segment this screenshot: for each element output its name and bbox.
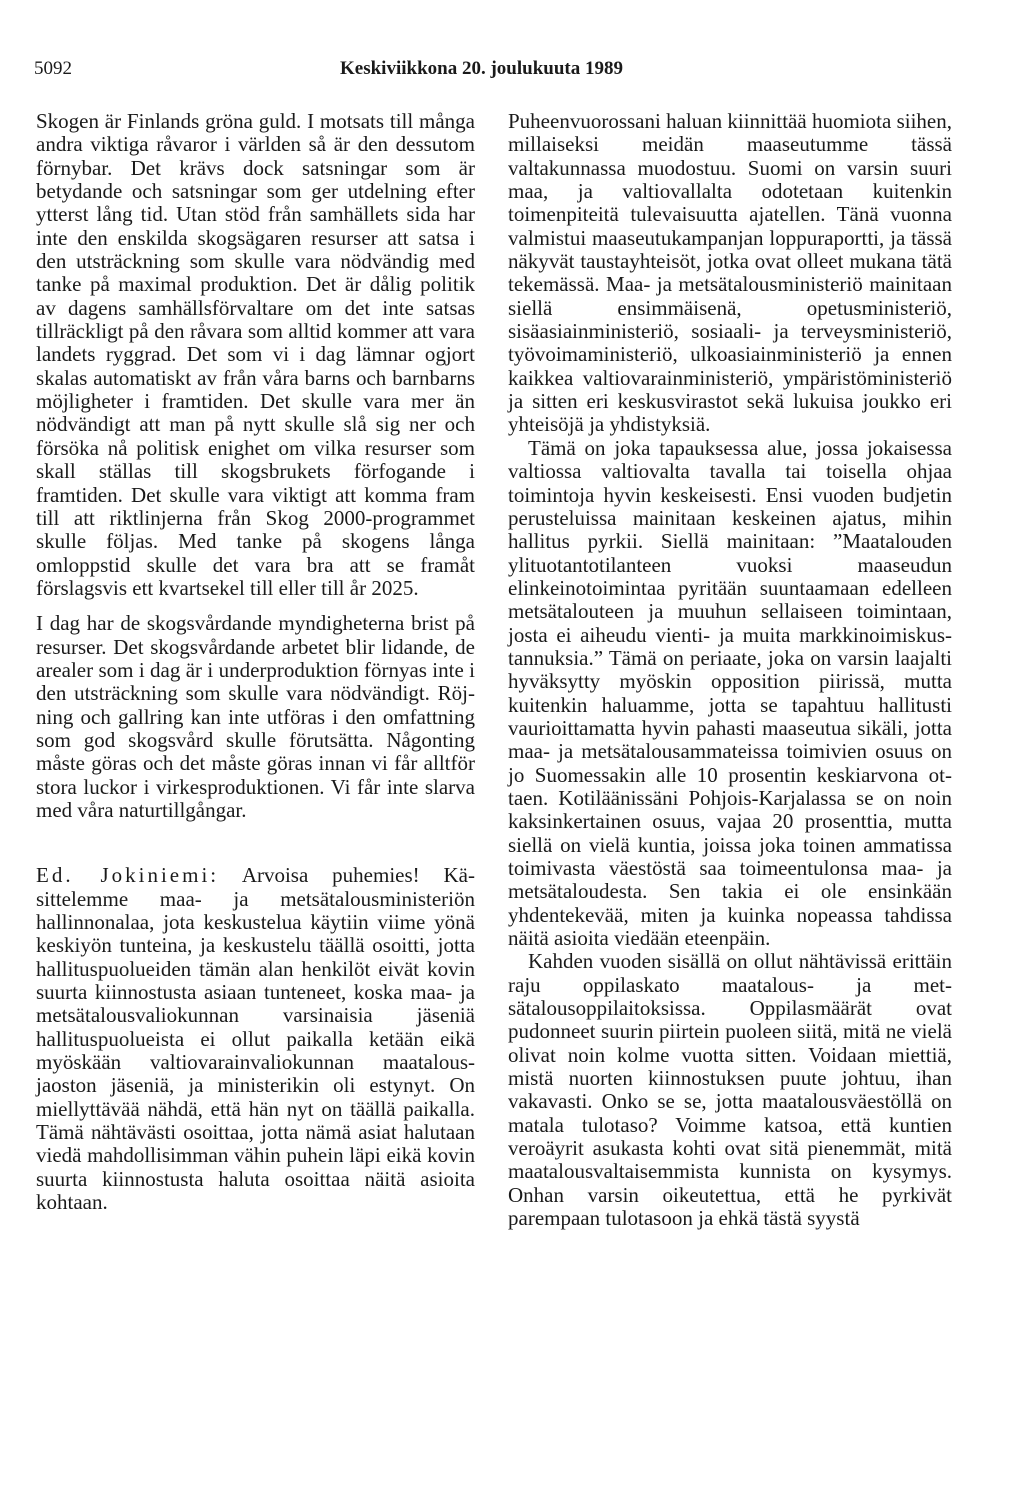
paragraph-forest-authorities: I dag har de skogsvårdande myndigheterna brist på resurser. Det skogsvårdande arbetet blir lidande, de arealer som i dag är i underproduktion förnyas inte i den utsträckning som skulle vara nödvändigt. Röjning och gallring kan inte utföras i den omfattning som god skogsvård skulle förutsätta. Någonting måste göras och det måste göras innan vi får alltför stora luckor i virkesproduktionen. Vi får inte slarva med våra naturtillgångar. (36, 611, 475, 822)
header-date: Keskiviikkona 20. joulukuuta 1989 (340, 58, 623, 79)
speaker-label: Ed. Jokiniemi: (36, 863, 220, 888)
page-number: 5092 (34, 58, 72, 79)
paragraph-budget: Tämä on joka tapauksessa alue, jossa jokaisessa valtiossa valtiovalta tavalla tai toisella ohjaa toimintoja hyvin keskeisesti. Ensi vuoden budjetin perusteluissa mainitaan keskeinen ajatus, mihin hallitus pyrkii. Siellä mainitaan: ”Maatalouden ylituotantotilanteen vuoksi maaseudun elinkeinotoimintaa pyritään suuntaamaan edelleen metsätalouteen ja muuhun sellaiseen toimintaan, josta ei aiheudu vienti- ja muita markkinoimiskustannuksia.” Tämä on periaate, joka on varsin laajalti hyväksytty myöskin opposition piirissä, mutta kuitenkin haluamme, jotta se tapahtuu hallitusti vaurioittamatta hyvin pahasti maaseutua sikäli, jotta maa- ja metsätalousammateissa toimivien osuus on jo Suomessakin alle 10 prosentin keskiarvona ottaen. Kotiläänissäni Pohjois-Karjalassa se on noin kaksinkertainen osuus, vajaa 20 prosenttia, mutta siellä on vielä kuntia, joissa joka toinen ammatissa toimivasta väestöstä saa toimeentulonsa maa- ja metsätaloudesta. Sen takia ei ole ensinkään yhdentekevää, miten ja kuinka nopeassa tahdissa näitä asioita viedään eteenpäin. (508, 435, 952, 951)
right-column (508, 110, 952, 1231)
paragraph-jokiniemi-speech (36, 864, 475, 1214)
paragraph-forest-gold: Skogen är Finlands gröna guld. I motsats till många andra viktiga råvaror i världen så är den dessutom förnybar. Det krävs dock satsningar som är betydande och satsningar som ger utdelning efter ytterst lång tid. Utan stöd från samhällets sida har inte den enskilda skogsägaren resurser att satsa i den utsträckning som skulle vara nödvändig med tanke på maximal produktion. Det är dålig politik av dagens samhällsförvaltare om det inte satsas tillräckligt på den råvara som alltid kommer att vara landets ryggrad. Det som vi i dag lämnar ogjort skalas automatiskt av från våra barns och barnbarns möjligheter i framtiden. Det skulle vara mer än nödvändigt att man på nytt skulle slå sig ner och försöka nå politisk enighet om vilka resurser som skall ställas till skogsbrukets förfogande i framtiden. Det skulle vara viktigt att komma fram till att riktlinjerna från Skog 2000-programmet skulle följas. Med tanke på skogens långa omloppstid skulle det vara bra att se framåt förslagsvis ett kvartsekel till eller till år 2025. (36, 109, 475, 600)
paragraph-students: Kahden vuoden sisällä on ollut nähtävissä erittäin raju oppilaskato maatalous- ja metsätalousoppilaitoksissa. Oppilasmäärät ovat pudonneet suurin piirtein puoleen siitä, mitä ne vielä olivat noin kolme vuotta sitten. Voidaan miettiä, mistä nuorten kiinnostuksen puute johtuu, ihan vakavasti. Onko se se, jotta maatalousväestöllä on matala tulotaso? Voimme katsoa, että kuntien veroäyrit asukasta kohti ovat sitä pienemmät, mitä maatalousvaltaisemmista kunnista on kysymys. Onhan varsin oikeutettua, että he pyrkivät parempaan tulotasoon ja ehkä tästä syystä (508, 949, 952, 1231)
paragraph-countryside: Puheenvuorossani haluan kiinnittää huomiota siihen, millaiseksi meidän maaseutumme tässä valtakunnassa muodostuu. Suomi on varsin suuri maa, ja valtiovallalta odotetaan kuitenkin toimenpiteitä tulevaisuutta ajatellen. Tänä vuonna valmistui maaseutukampanjan loppuraportti, ja tässä näkyvät taustayhteisöt, jotka ovat olleet mukana tätä tekemässä. Maa- ja metsätalousministeriö mainitaan siellä ensimmäisenä, opetusministeriö, sisäasiainministeriö, sosiaali- ja terveysministeriö, työvoimaministeriö, ulkoasiainministeriö ja ennen kaikkea valtiovarainministeriö, ympäristöministeriö ja sitten eri keskusvirastot sekä lukuisa joukko eri yhteisöjä ja yhdistyksiä. (508, 109, 952, 437)
left-column (36, 110, 475, 1214)
page-header (34, 58, 964, 88)
speech-text: Arvoisa puhemies! Käsittelemme maa- ja metsätalousministeriön hallinnonalaa, jota keskustelua käytiin viime yönä keskiyön tunteina, ja keskustelu täällä osoitti, jotta hallituspuolueiden tämän alan henkilöt eivät kovin suurta kiinnostusta asiaan tunteneet, koska maa- ja metsätalousvaliokunnan varsinaisia jäseniä hallituspuolueista ei ollut paikalla ketään eikä myöskään valtiovarainvaliokunnan maatalousjaoston jäseniä, ja ministerikin oli estynyt. On miellyttävää nähdä, että hän nyt on täällä paikalla. Tämä nähtävästi osoittaa, jotta nämä asiat halutaan viedä mahdollisimman vähin puhein läpi eikä kovin suurta kiinnostusta haluta osoittaa näitä asioita kohtaan. (36, 863, 475, 1215)
